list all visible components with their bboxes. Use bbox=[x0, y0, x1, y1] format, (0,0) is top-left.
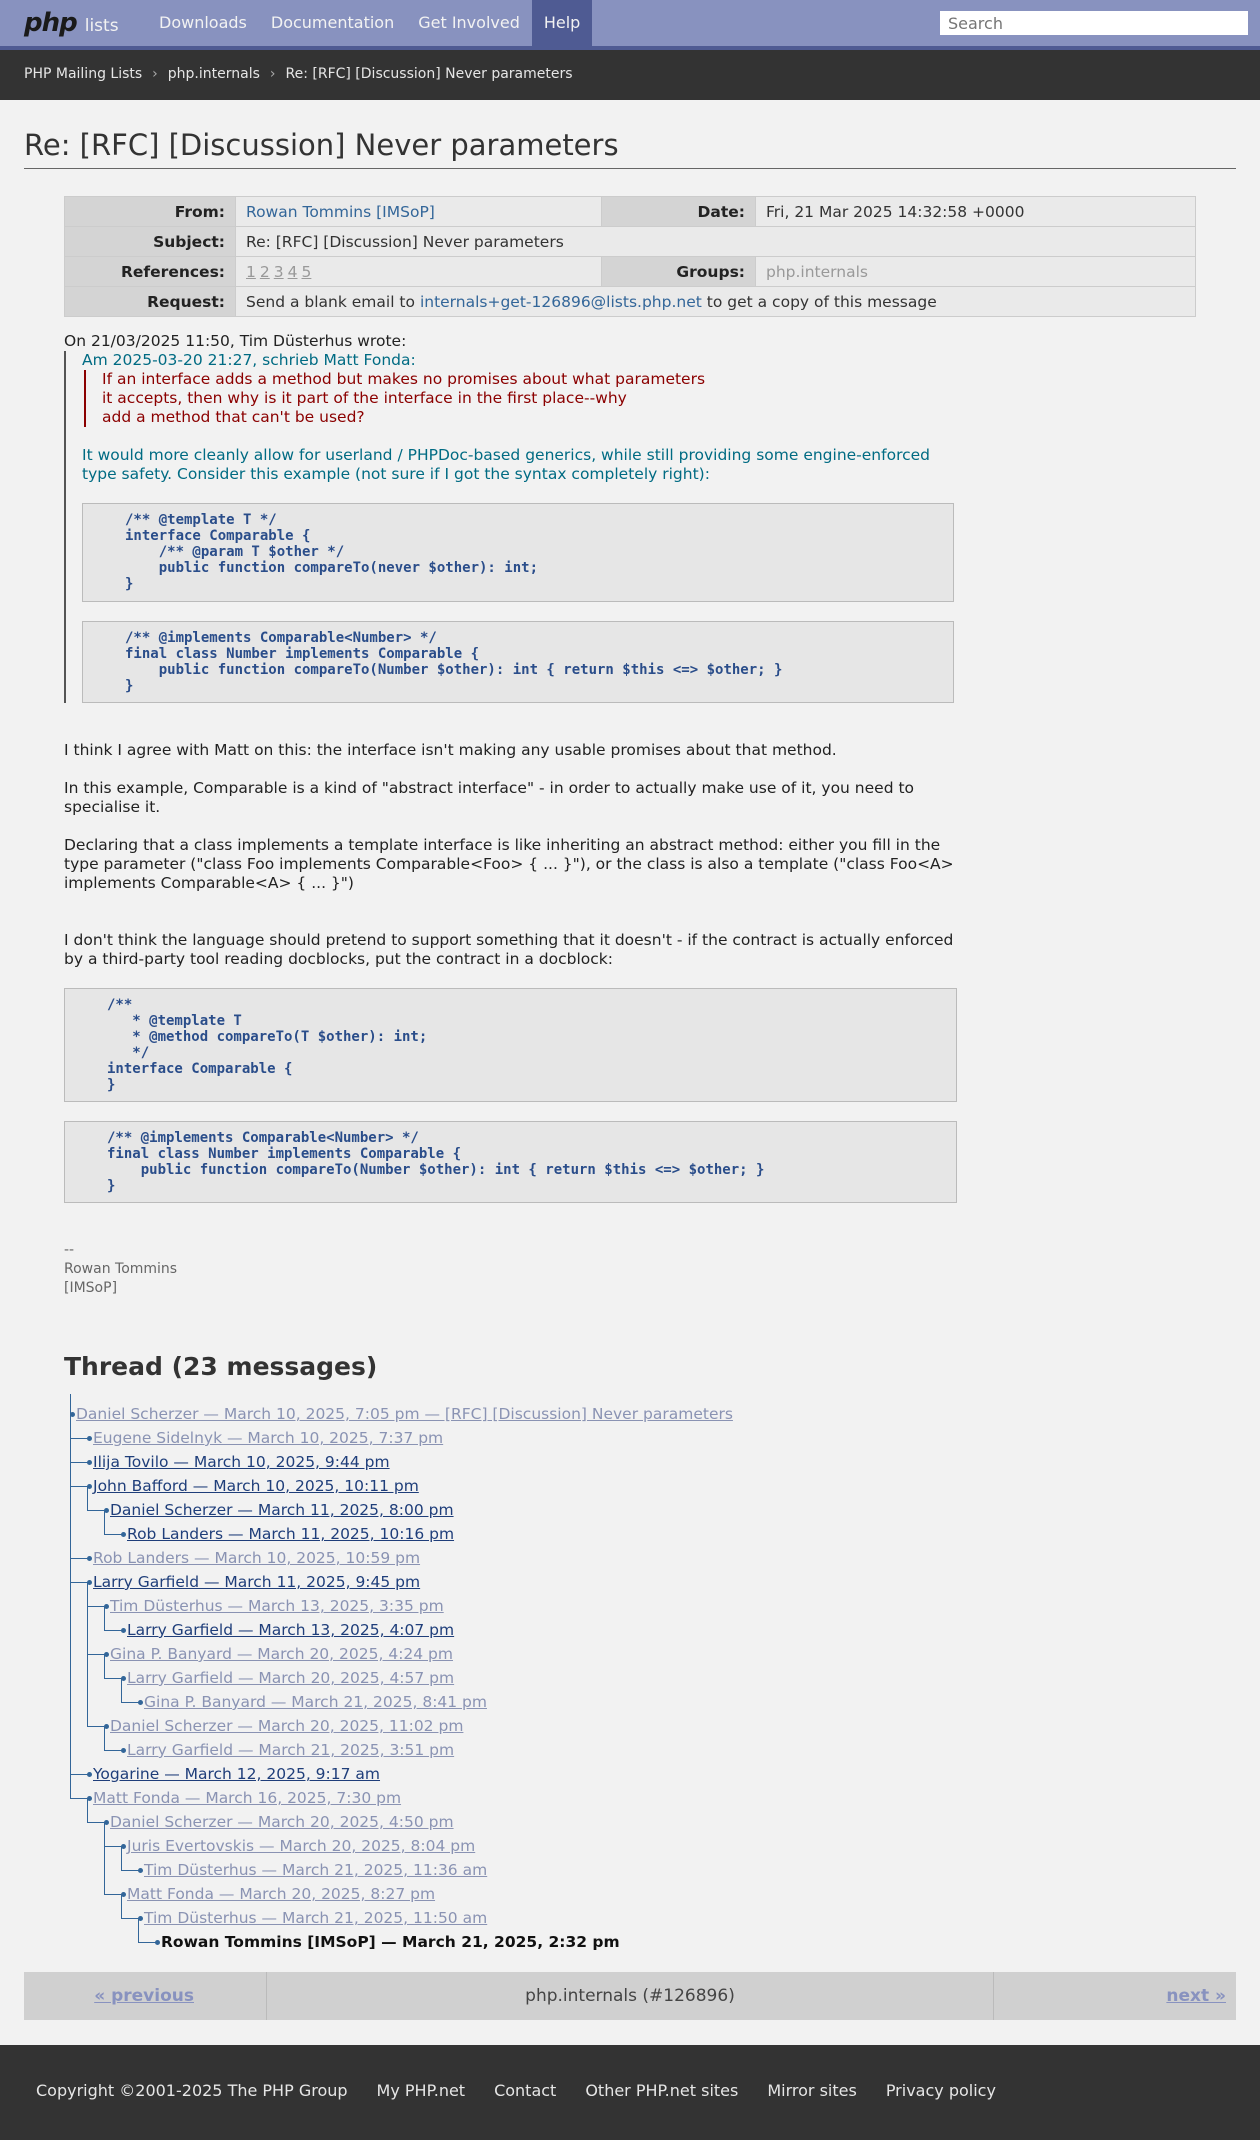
request-pre-text: Send a blank email to bbox=[246, 292, 415, 311]
paragraph: In this example, Comparable is a kind of "abstract interface" - in order to actually make use of it, you need to specialise it. bbox=[64, 779, 915, 816]
thread-connector-line bbox=[104, 1654, 105, 1678]
thread-node-dot-icon bbox=[121, 1748, 126, 1753]
quote-attribution: On 21/03/2025 11:50, Tim Düsterhus wrote: bbox=[64, 332, 407, 350]
thread-item-link[interactable]: Tim Düsterhus — March 21, 2025, 11:50 am bbox=[144, 1909, 488, 1927]
breadcrumb-separator-icon: › bbox=[269, 66, 276, 82]
request-value bbox=[236, 287, 1196, 317]
thread-item-current: Rowan Tommins [IMSoP] — March 21, 2025, 2:32 pm bbox=[161, 1933, 620, 1951]
thread-item bbox=[161, 1930, 620, 1954]
quoted-text: It would more cleanly allow for userland / PHPDoc-based generics, while still providing some engine-enforced type safety. Consider this example (not sure if I got the syntax completely right): bbox=[82, 446, 931, 483]
breadcrumb-separator-icon: › bbox=[152, 66, 158, 82]
breadcrumb-current[interactable]: Re: [RFC] [Discussion] Never parameters bbox=[285, 66, 573, 82]
thread-item bbox=[144, 1906, 487, 1930]
message-body bbox=[64, 332, 964, 1298]
thread-item-link[interactable]: Matt Fonda — March 16, 2025, 7:30 pm bbox=[93, 1789, 402, 1807]
breadcrumb-php-internals[interactable]: php.internals bbox=[167, 66, 260, 82]
thread-item-link[interactable]: Eugene Sidelnyk — March 10, 2025, 7:37 pm bbox=[93, 1429, 444, 1447]
thread-connector-line bbox=[87, 1582, 88, 1726]
reference-link[interactable]: 1 bbox=[246, 262, 256, 281]
thread-item-link[interactable]: Gina P. Banyard — March 20, 2025, 4:24 pm bbox=[110, 1645, 453, 1663]
thread-item-link[interactable]: Daniel Scherzer — March 20, 2025, 4:50 pm bbox=[110, 1813, 454, 1831]
signature-name: Rowan Tommins bbox=[64, 1261, 178, 1277]
thread-node-dot-icon bbox=[87, 1772, 92, 1777]
request-post-text: to get a copy of this message bbox=[706, 292, 937, 311]
thread-connector-line bbox=[138, 1918, 139, 1942]
paragraph: Declaring that a class implements a template interface is like inheriting an abstract method: either you fill in the type parameter ("class Foo implements Comparable<Foo> { ... }"), or the class is also a template ("class Foo<A> implements Comparable<A> { ... }") bbox=[64, 836, 954, 892]
reference-link[interactable]: 4 bbox=[287, 262, 298, 281]
thread-item-link[interactable]: Tim Düsterhus — March 21, 2025, 11:36 am bbox=[144, 1861, 488, 1879]
thread-item bbox=[93, 1474, 419, 1498]
pager-next-cell bbox=[993, 1972, 1236, 2020]
nested-quote-line: If an interface adds a method but makes no promises about what parameters bbox=[102, 370, 706, 388]
thread-item-link[interactable]: Larry Garfield — March 11, 2025, 9:45 pm bbox=[93, 1573, 421, 1591]
request-label: Request: bbox=[65, 287, 236, 317]
next-link[interactable]: next » bbox=[1166, 1986, 1226, 2006]
thread-item bbox=[110, 1714, 463, 1738]
date-value: Fri, 21 Mar 2025 14:32:58 +0000 bbox=[756, 197, 1196, 227]
from-link[interactable]: Rowan Tommins [IMSoP] bbox=[246, 202, 435, 221]
code-block: /** @implements Comparable<Number> */ final class Number implements Comparable { public function compareTo(Number $other): int { return $this <=> $other; } } bbox=[82, 621, 954, 703]
thread-item bbox=[93, 1546, 420, 1570]
from-label: From: bbox=[65, 197, 236, 227]
nav-links bbox=[147, 0, 592, 46]
reference-link[interactable]: 3 bbox=[273, 262, 284, 281]
thread-item bbox=[93, 1426, 443, 1450]
thread-title: Thread (23 messages) bbox=[64, 1352, 378, 1381]
thread-node-dot-icon bbox=[138, 1868, 143, 1873]
thread-item-link[interactable]: Rob Landers — March 10, 2025, 10:59 pm bbox=[93, 1549, 421, 1567]
thread-item bbox=[76, 1402, 733, 1426]
thread-connector-line bbox=[104, 1606, 105, 1630]
thread-item bbox=[144, 1690, 487, 1714]
thread-connector-line bbox=[121, 1846, 122, 1870]
thread-item-link[interactable]: Matt Fonda — March 20, 2025, 8:27 pm bbox=[127, 1885, 436, 1903]
footer-mirror-sites-link[interactable]: Mirror sites bbox=[767, 2081, 857, 2100]
thread-item-link[interactable]: Yogarine — March 12, 2025, 9:17 am bbox=[93, 1765, 381, 1783]
request-email-link[interactable]: internals+get-126896@lists.php.net bbox=[419, 292, 702, 311]
thread-node-dot-icon bbox=[87, 1556, 92, 1561]
logo-text: php bbox=[24, 8, 77, 38]
thread-item-link[interactable]: Daniel Scherzer — March 10, 2025, 7:05 pm — [RFC] [Discussion] Never parameters bbox=[76, 1405, 733, 1423]
thread-connector-line bbox=[121, 1894, 122, 1918]
thread-item bbox=[127, 1738, 454, 1762]
previous-link[interactable]: « previous bbox=[94, 1986, 194, 2006]
thread-item bbox=[93, 1570, 420, 1594]
thread-item bbox=[93, 1762, 380, 1786]
thread-item-link[interactable]: Larry Garfield — March 13, 2025, 4:07 pm bbox=[127, 1621, 455, 1639]
nested-quote-line: it accepts, then why is it part of the interface in the first place--why bbox=[102, 389, 627, 407]
thread-node-dot-icon bbox=[121, 1532, 126, 1537]
breadcrumb-mailing-lists[interactable]: PHP Mailing Lists bbox=[24, 66, 143, 82]
thread-item-link[interactable]: Ilija Tovilo — March 10, 2025, 9:44 pm bbox=[93, 1453, 390, 1471]
date-label: Date: bbox=[602, 197, 756, 227]
thread-item-link[interactable]: Rob Landers — March 11, 2025, 10:16 pm bbox=[127, 1525, 455, 1543]
thread-node-dot-icon bbox=[138, 1700, 143, 1705]
logo-subtext: lists bbox=[84, 16, 119, 36]
footer-my-php-link[interactable]: My PHP.net bbox=[376, 2081, 466, 2100]
pager-prev-cell bbox=[24, 1972, 267, 2020]
thread-connector-line bbox=[104, 1510, 105, 1534]
thread-item bbox=[110, 1498, 454, 1522]
nav-help[interactable]: Help bbox=[532, 0, 592, 46]
groups-link[interactable]: php.internals bbox=[766, 262, 868, 281]
thread-item bbox=[144, 1858, 487, 1882]
breadcrumb bbox=[24, 66, 573, 82]
php-lists-logo[interactable] bbox=[24, 8, 119, 38]
thread-item-link[interactable]: Tim Düsterhus — March 13, 2025, 3:35 pm bbox=[110, 1597, 444, 1615]
signature-handle: [IMSoP] bbox=[64, 1280, 118, 1296]
thread-node-dot-icon bbox=[121, 1628, 126, 1633]
signature-dash: -- bbox=[64, 1242, 75, 1258]
quoted-message bbox=[64, 351, 964, 703]
footer-links bbox=[36, 2081, 1025, 2100]
reference-link[interactable]: 5 bbox=[301, 262, 312, 281]
message-pager bbox=[24, 1972, 1236, 2020]
subject-label: Subject: bbox=[65, 227, 236, 257]
thread-item-link[interactable]: Juris Evertovskis — March 20, 2025, 8:04 pm bbox=[127, 1837, 476, 1855]
thread-item bbox=[93, 1450, 390, 1474]
thread-connector-line bbox=[87, 1798, 88, 1822]
code-block: /** @template T */ interface Comparable { /** @param T $other */ public function compareTo(never $other): int; } bbox=[82, 503, 954, 602]
thread-node-dot-icon bbox=[87, 1460, 92, 1465]
thread-item-link[interactable]: John Bafford — March 10, 2025, 10:11 pm bbox=[93, 1477, 419, 1495]
code-block: /** * @template T * @method compareTo(T $other): int; */ interface Comparable { } bbox=[64, 988, 957, 1102]
thread-item bbox=[110, 1642, 453, 1666]
references-label: References: bbox=[65, 257, 236, 287]
reference-link[interactable]: 2 bbox=[259, 262, 270, 281]
thread-item bbox=[127, 1882, 435, 1906]
thread-item bbox=[110, 1594, 444, 1618]
thread-item-link[interactable]: Larry Garfield — March 20, 2025, 4:57 pm bbox=[127, 1669, 455, 1687]
thread-connector-line bbox=[104, 1726, 105, 1750]
thread-connector-line bbox=[70, 1394, 71, 1414]
subject-value: Re: [RFC] [Discussion] Never parameters bbox=[236, 227, 1196, 257]
footer-copyright-link[interactable]: Copyright ©2001-2025 The PHP Group bbox=[36, 2081, 348, 2100]
nested-quote-attribution: Am 2025-03-20 21:27, schrieb Matt Fonda: bbox=[82, 351, 416, 369]
thread-connector-line bbox=[121, 1678, 122, 1702]
thread-item-link[interactable]: Daniel Scherzer — March 20, 2025, 11:02 pm bbox=[110, 1717, 464, 1735]
breadcrumb-bar bbox=[0, 50, 1260, 100]
groups-label: Groups: bbox=[602, 257, 756, 287]
footer-contact-link[interactable]: Contact bbox=[494, 2081, 557, 2100]
thread-connector-line bbox=[104, 1822, 105, 1894]
thread-item bbox=[93, 1786, 401, 1810]
thread-node-dot-icon bbox=[155, 1940, 160, 1945]
message-headers-table bbox=[64, 196, 1196, 317]
search-input[interactable] bbox=[940, 11, 1248, 35]
paragraph: I think I agree with Matt on this: the interface isn't making any usable promises about that method. bbox=[64, 741, 837, 759]
thread-item bbox=[127, 1666, 454, 1690]
thread-node-dot-icon bbox=[87, 1436, 92, 1441]
references-list bbox=[236, 257, 602, 287]
thread-item-link[interactable]: Larry Garfield — March 21, 2025, 3:51 pm bbox=[127, 1741, 455, 1759]
thread-item bbox=[110, 1810, 454, 1834]
paragraph: I don't think the language should pretend to support something that it doesn't - if the contract is actually enforced by a third-party tool reading docblocks, put the contract in a docblock: bbox=[64, 931, 954, 968]
thread-item bbox=[127, 1618, 454, 1642]
footer-other-sites-link[interactable]: Other PHP.net sites bbox=[585, 2081, 739, 2100]
thread-item-link[interactable]: Daniel Scherzer — March 11, 2025, 8:00 pm bbox=[110, 1501, 454, 1519]
thread-connector-line bbox=[87, 1486, 88, 1510]
thread-item bbox=[127, 1522, 454, 1546]
pager-current: php.internals (#126896) bbox=[525, 1986, 735, 2006]
footer-privacy-link[interactable]: Privacy policy bbox=[885, 2081, 996, 2100]
nested-quote bbox=[84, 370, 964, 427]
nested-quote-line: add a method that can't be used? bbox=[102, 408, 365, 426]
thread-connector-line bbox=[70, 1414, 71, 1798]
thread-item-link[interactable]: Gina P. Banyard — March 21, 2025, 8:41 pm bbox=[144, 1693, 487, 1711]
nav-documentation[interactable]: Documentation bbox=[270, 13, 395, 32]
top-navbar bbox=[0, 0, 1260, 50]
nav-get-involved[interactable]: Get Involved bbox=[418, 13, 520, 32]
page-title: Re: [RFC] [Discussion] Never parameters bbox=[24, 128, 1236, 169]
nav-downloads[interactable]: Downloads bbox=[159, 13, 247, 32]
footer bbox=[0, 2045, 1260, 2140]
code-block: /** @implements Comparable<Number> */ final class Number implements Comparable { public function compareTo(Number $other): int { return $this <=> $other; } } bbox=[64, 1121, 957, 1203]
thread-item bbox=[127, 1834, 475, 1858]
signature bbox=[64, 1241, 964, 1298]
